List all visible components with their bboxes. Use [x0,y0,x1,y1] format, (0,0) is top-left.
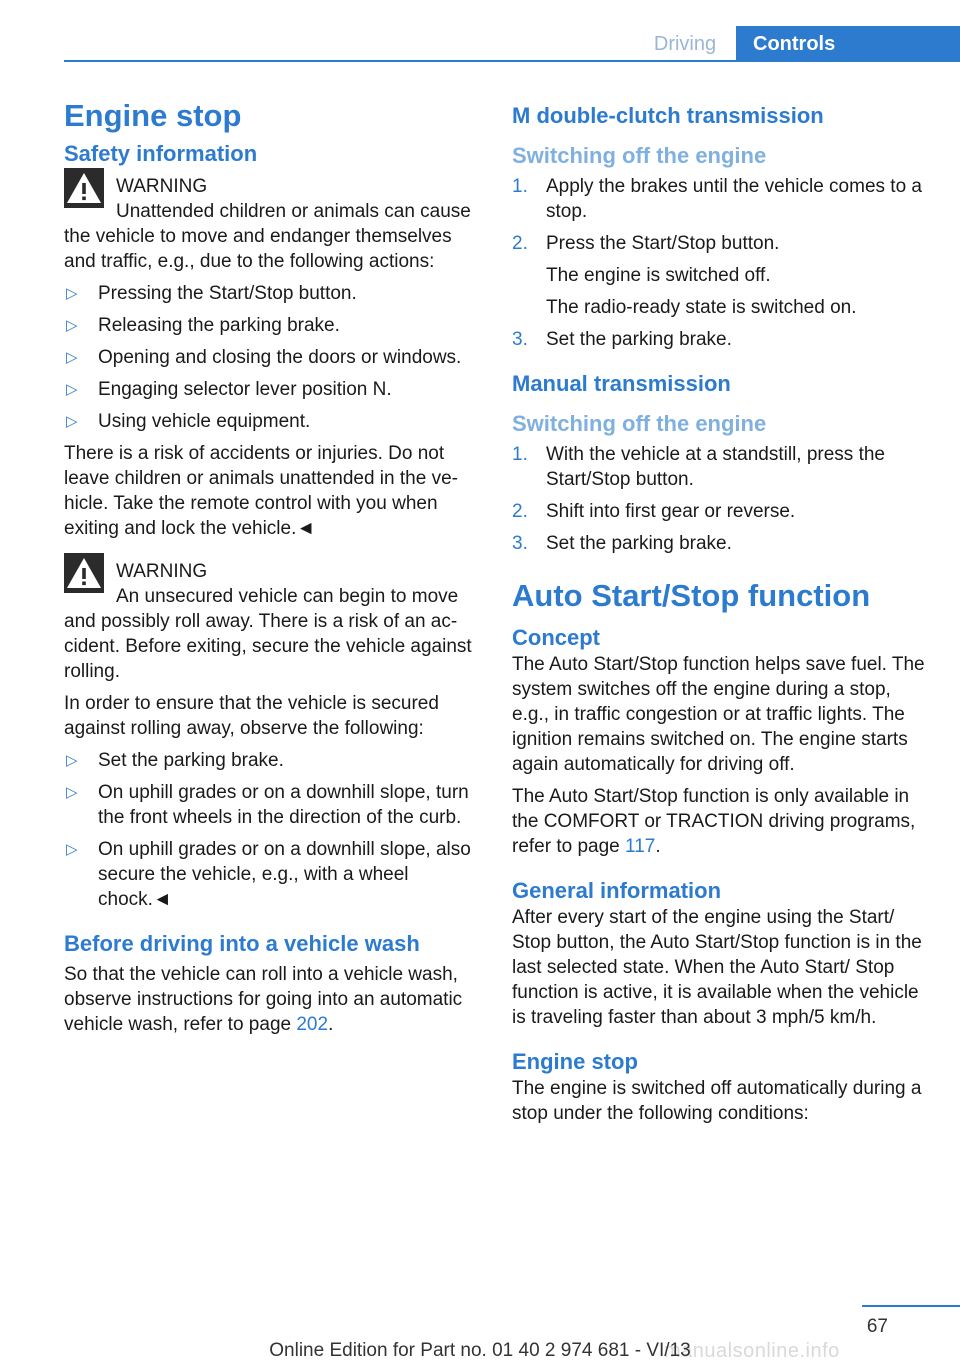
warning-icon [64,553,104,593]
list-item: 3. Set the parking brake. [512,329,732,350]
warning-icon [64,168,104,208]
warning-conclusion: There is a risk of accidents or injuries. Do not leave children or animals unattended in the vehicle. Take the remote control with you when exiting and lock the vehicle.◄ [64,443,458,539]
steps-manual [512,442,926,556]
warning-text: An unsecured vehicle can begin to move and possibly roll away. There is a risk of an accident. Before exiting, secure the vehicle against rolling. [64,586,472,682]
heading-concept: Concept [512,625,600,650]
warning-list-2 [64,748,478,912]
page-number: 67 [866,1316,888,1337]
concept-text: The Auto Start/Stop function helps save fuel. The system switches off the engine during a stop, e.g., in traffic congestion or at traffic lights. The ignition remains switched on. The engine starts again automatically for driving off. [512,654,925,775]
bullet-arrow-icon: ▷ [66,285,78,302]
heading-engine-stop: Engine stop [512,1049,638,1074]
list-item: 1. With the vehicle at a standstill, press the Start/Stop button. [512,444,885,490]
list-item: ▷ On uphill grades or on a downhill slope, turn the front wheels in the direction of the curb. [66,782,469,828]
warning-intro: In order to ensure that the vehicle is secured against rolling away, observe the following: [64,693,439,739]
left-column [64,96,478,1044]
right-column [512,96,926,1133]
list-item: ▷ Releasing the parking brake. [66,315,340,336]
heading-mdct: M double-clutch transmission [512,103,824,128]
section-title-engine-stop: Engine stop [64,98,242,133]
vehicle-wash-text: So that the vehicle can roll into a vehicle wash, observe instructions for going into an automatic vehicle wash, refer to page 202. [64,964,463,1035]
section-title-auto-start-stop: Auto Start/Stop function [512,578,871,613]
heading-general-information: General information [512,878,722,903]
heading-vehicle-wash: Before driving into a vehicle wash [64,931,420,956]
concept-text-2: The Auto Start/Stop function is only available in the COMFORT or TRACTION driving programs, refer to page 117. [512,786,916,857]
warning-block-1 [64,174,478,199]
warning-label: WARNING [116,561,208,582]
engine-stop-text: The engine is switched off automatically during a stop under the following conditions: [512,1078,922,1124]
warning-label: WARNING [116,176,208,197]
footer-rule [862,1305,960,1307]
heading-safety-information: Safety information [64,141,258,166]
footer-edition: Online Edition for Part no. 01 40 2 974 681 - VI/13 [269,1340,691,1361]
list-item: 3. Set the parking brake. [512,533,732,554]
list-item: 2. Shift into first gear or reverse. [512,501,796,522]
bullet-arrow-icon: ▷ [66,784,78,801]
list-item: ▷ Engaging selector lever position N. [66,379,392,400]
tab-controls[interactable]: Controls [736,26,960,62]
general-text: After every start of the engine using the Start/ Stop button, the Auto Start/Stop function is in the last selected state. When the Auto Start/ Stop function is active, it is available when the vehicle is traveling faster than about 3 mph/5 km/h. [512,907,922,1028]
subheading-switch-off-manual: Switching off the engine [512,411,767,436]
bullet-arrow-icon: ▷ [66,841,78,858]
bullet-arrow-icon: ▷ [66,413,78,430]
heading-manual: Manual transmission [512,371,731,396]
list-item: ▷ Pressing the Start/Stop button. [66,283,357,304]
bullet-arrow-icon: ▷ [66,317,78,334]
page-link-202[interactable]: 202 [296,1014,329,1035]
page-link-117[interactable]: 117 [625,836,656,857]
watermark: manualsonline.info [664,1340,840,1362]
list-item: ▷ Set the parking brake. [66,750,284,771]
list-item: 2. Press the Start/Stop button. The engine is switched off. The radio-ready state is switched on. [512,233,857,318]
bullet-arrow-icon: ▷ [66,752,78,769]
subheading-switch-off-mdct: Switching off the engine [512,143,767,168]
list-item: ▷ Opening and closing the doors or windows. [66,347,462,368]
warning-text: Unattended children or animals can cause the vehicle to move and endanger themselves and traffic, e.g., due to the following actions: [64,201,471,272]
tab-driving[interactable]: Driving [653,33,717,55]
warning-block-2 [64,559,478,584]
list-item: ▷ On uphill grades or on a downhill slope, also secure the vehicle, e.g., with a wheel chock.◄ [66,839,471,910]
steps-mdct [512,174,926,352]
warning-list-1 [64,281,478,434]
bullet-arrow-icon: ▷ [66,381,78,398]
list-item: 1. Apply the brakes until the vehicle comes to a stop. [512,176,922,222]
list-item: ▷ Using vehicle equipment. [66,411,311,432]
bullet-arrow-icon: ▷ [66,349,78,366]
